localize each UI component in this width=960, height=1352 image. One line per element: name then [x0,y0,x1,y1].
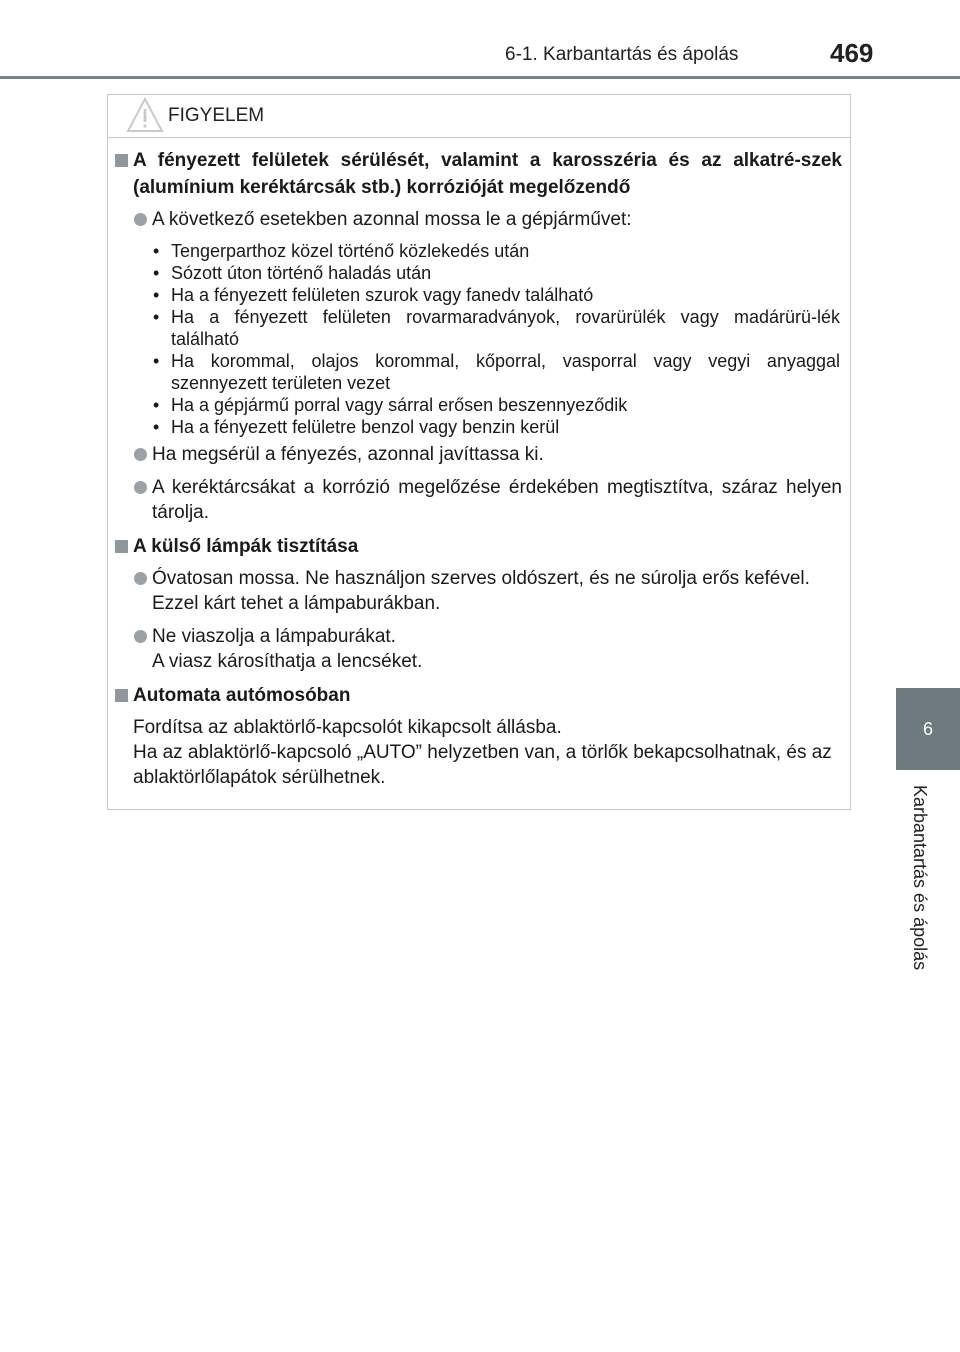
warning-content [108,147,850,790]
circle-bullet-icon [134,481,147,494]
section-heading: A fényezett felületek sérülését, valamint a karosszéria és az alkatré-szek (alumínium keréktárcsák stb.) korrózióját megelőzendő [108,147,850,201]
section-heading: A külső lámpák tisztítása [108,533,850,560]
bullet-item: A következő esetekben azonnal mossa le a gépjárművet: [108,207,850,232]
sub-item: • Ha a fényezett felületen rovarmaradványok, rovarürülék vagy madárürü-lék található [153,307,840,349]
bullet-item: A keréktárcsákat a korrózió megelőzése érdekében megtisztítva, száraz helyen tárolja. [108,475,850,525]
sub-list [108,240,850,438]
square-bullet-icon [115,540,128,553]
square-bullet-icon [115,154,128,167]
warning-box [107,94,851,810]
sub-item: • Ha korommal, olajos korommal, kőporral, vasporral vagy vegyi anyaggal szennyezett területen vezet [153,351,840,393]
square-bullet-icon [115,689,128,702]
sub-item: • Ha a fényezett felületre benzol vagy benzin kerül [153,417,560,437]
warning-header [108,95,850,138]
circle-bullet-icon [134,213,147,226]
circle-bullet-icon [134,572,147,585]
warning-title: FIGYELEM [168,105,265,126]
circle-bullet-icon [134,630,147,643]
section-heading: Automata autómosóban [108,682,850,709]
circle-bullet-icon [134,448,147,461]
sub-item: • Sózott úton történő haladás után [153,263,432,283]
sub-item: • Ha a fényezett felületen szurok vagy fanedv található [153,285,594,305]
sub-item: • Tengerparthoz közel történő közlekedés után [153,241,530,261]
chapter-number: 6 [922,718,933,739]
sub-item: • Ha a gépjármű porral vagy sárral erősen beszennyeződik [153,395,628,415]
chapter-label: Karbantartás és ápolás [910,785,930,971]
bullet-item: Ha megsérül a fényezés, azonnal javíttassa ki. [108,442,850,467]
warning-triangle-icon [126,97,164,138]
header-divider [0,76,960,79]
bullet-item: Ne viaszolja a lámpaburákat. A viasz károsíthatja a lencséket. [108,624,850,674]
paragraph: Fordítsa az ablaktörlő-kapcsolót kikapcsolt állásba. Ha az ablaktörlő-kapcsoló „AUTO” helyzetben van, a törlők bekapcsolhatnak, és az ablaktörlőlapátok sérülhetnek. [133,717,832,788]
section-title: 6-1. Karbantartás és ápolás [505,44,739,65]
page-number: 469 [830,38,874,68]
bullet-item: Óvatosan mossa. Ne használjon szerves oldószert, és ne súrolja erős kefével. Ezzel kárt tehet a lámpaburákban. [108,566,850,616]
chapter-tab [896,688,960,770]
